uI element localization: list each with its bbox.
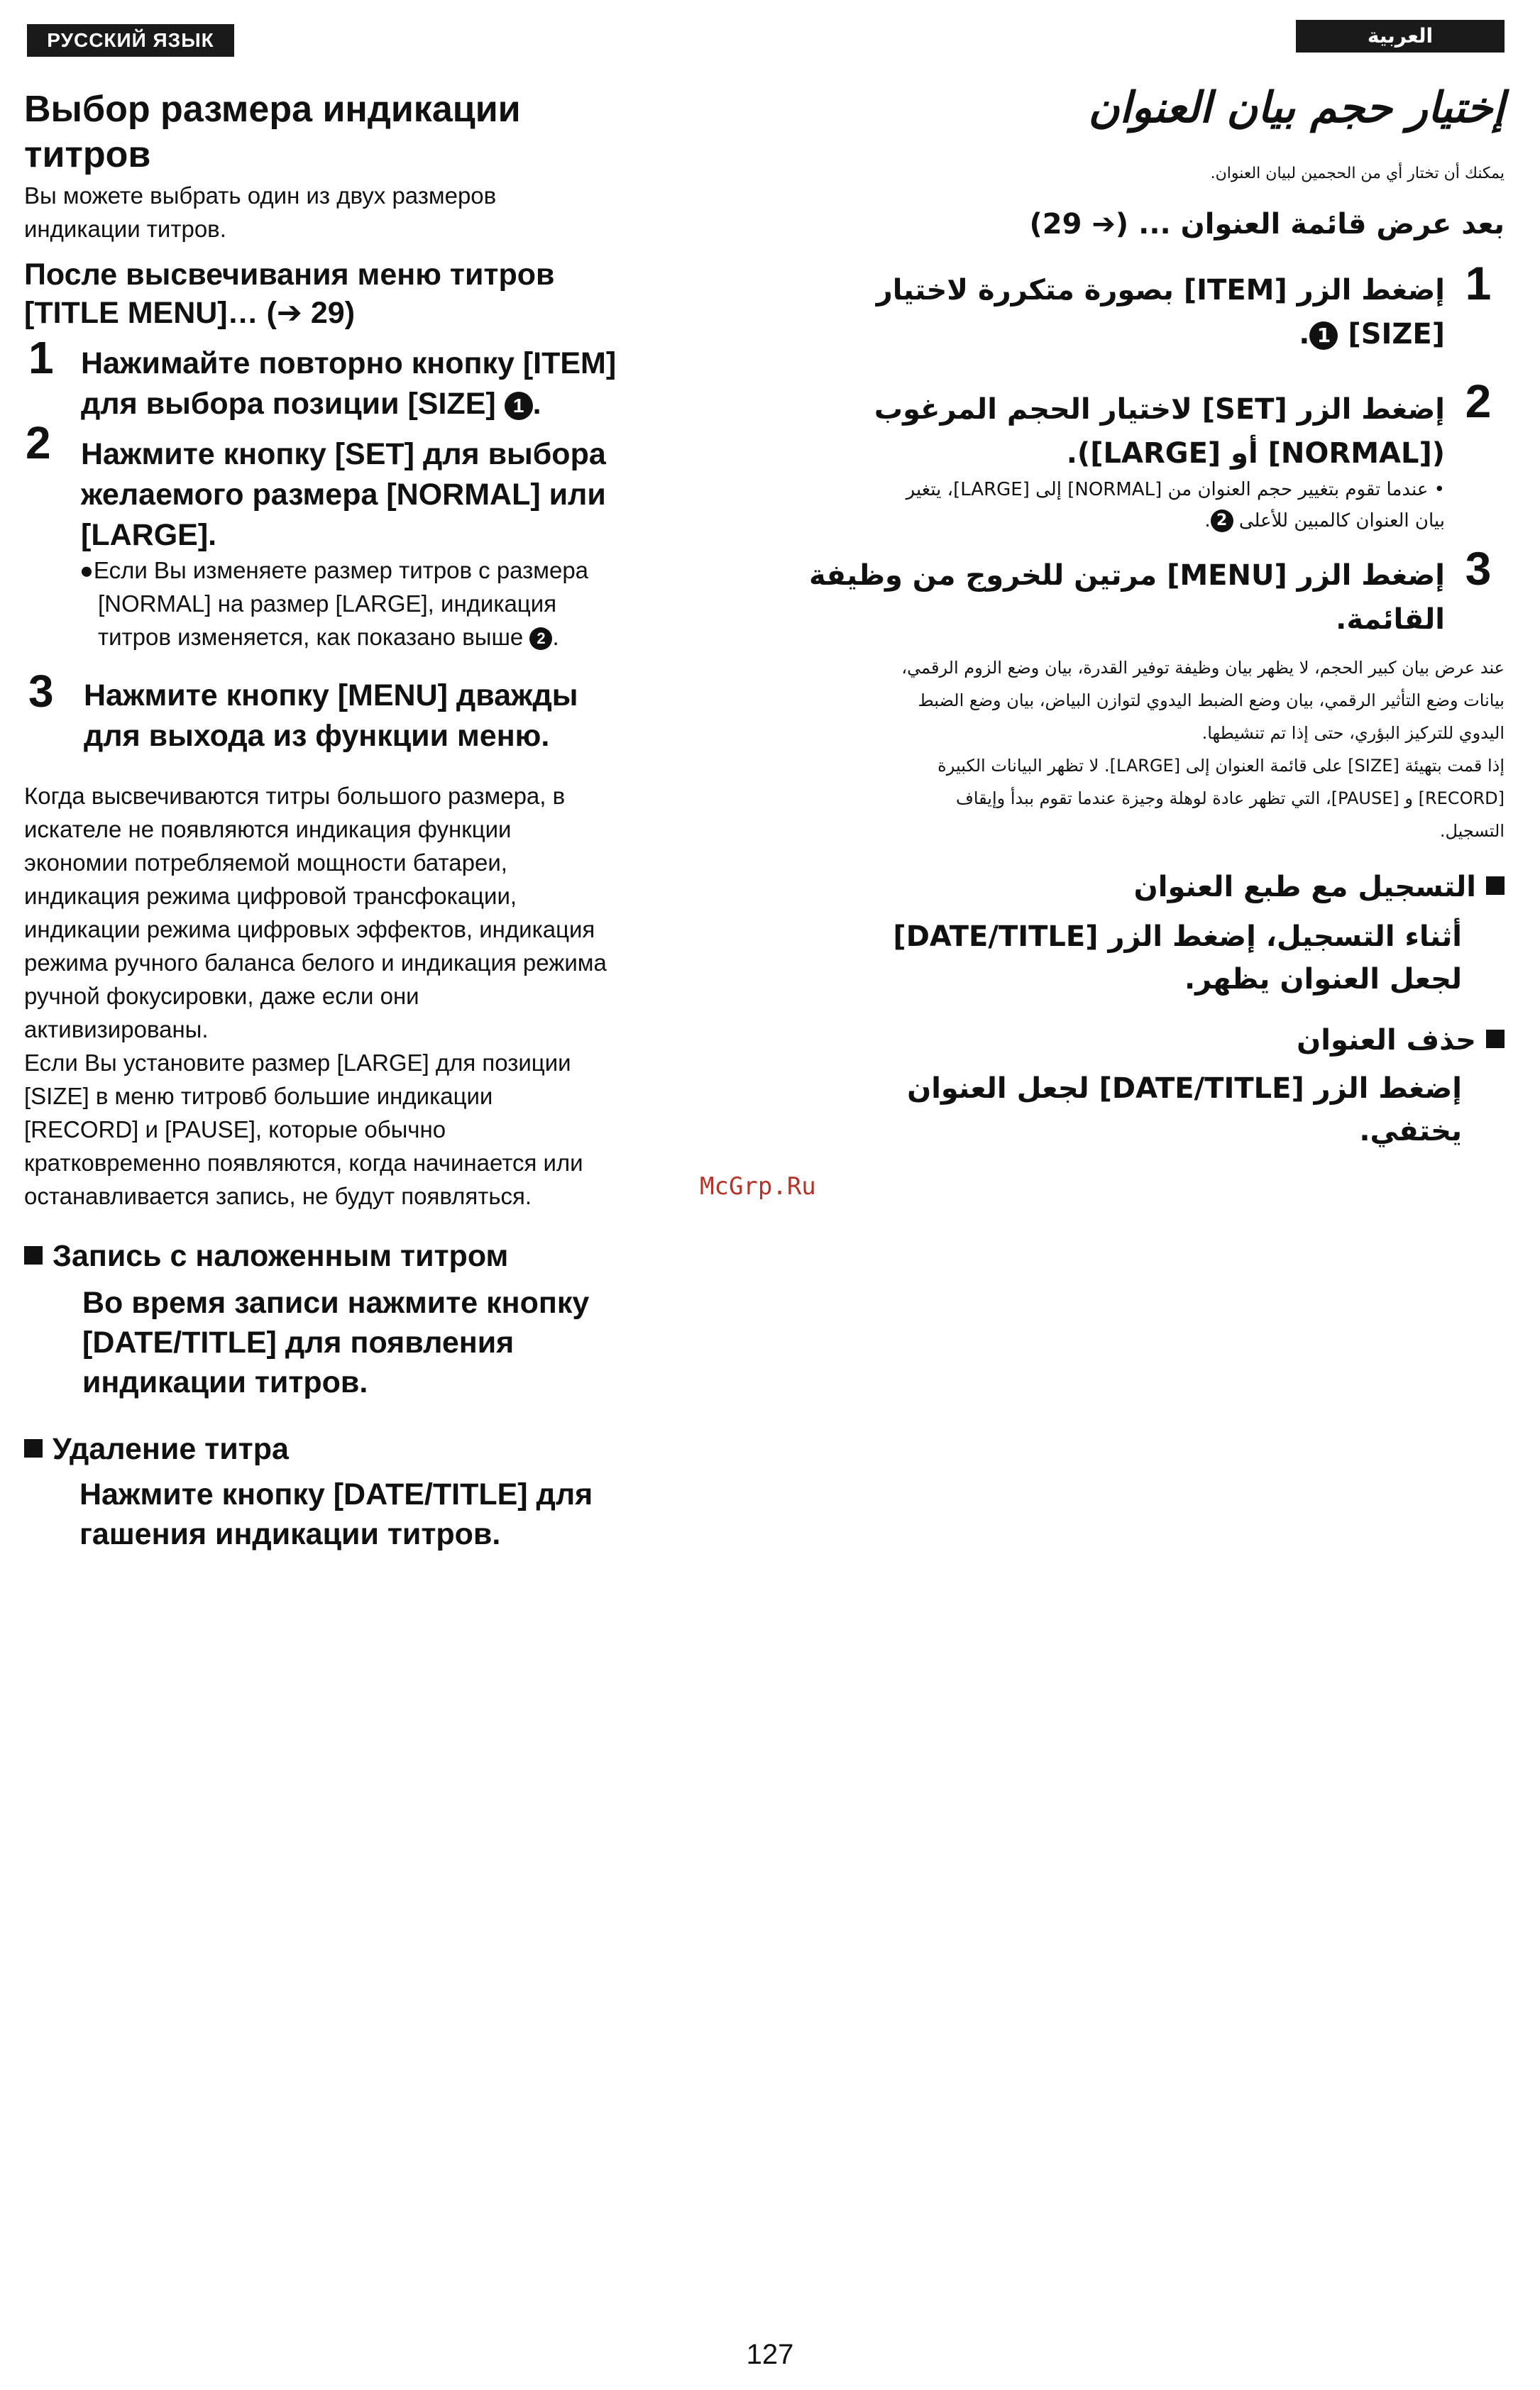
page-number: 127 [746, 2339, 794, 2370]
ar-step2-note: • عندما تقوم بتغيير حجم العنوان من [NORMAL] إلى [LARGE]، يتغير بيان العنوان كالمبين للأعلى 2. [781, 474, 1445, 536]
square-bullet-icon [1486, 1030, 1505, 1048]
ru-para-line: режима ручного баланса белого и индикация режима [24, 949, 607, 976]
ru-step2-line: [LARGE]. [81, 518, 217, 552]
ar-section-line: أثناء التسجيل، إضغط الزر [DATE/TITLE] [893, 920, 1462, 953]
ru-para-line: индикации режима цифровых эффектов, индикация [24, 916, 595, 942]
ru-section-delete-body [79, 1475, 704, 1554]
ru-section-heading: Запись с наложенным титром [53, 1239, 509, 1273]
ru-intro-line: индикации титров. [24, 216, 226, 242]
ar-section-delete-body [837, 1067, 1462, 1152]
ar-after-menu-heading: بعد عرض قائمة العنوان ... (➔ 29) [1029, 208, 1505, 241]
ar-section-heading: حذف العنوان [1297, 1024, 1476, 1057]
ru-step1-line: Нажимайте повторно кнопку [ITEM] [81, 346, 617, 380]
ru-para-line: кратковременно появляются, когда начинается или [24, 1150, 583, 1176]
ru-intro [24, 179, 705, 246]
ru-section-heading: Удаление титра [53, 1432, 289, 1466]
ru-section-delete-title [24, 1429, 705, 1469]
circled-number-icon: 1 [505, 392, 533, 420]
ru-step1-line: для выбора позиции [SIZE] [81, 387, 496, 421]
ar-para-line: [RECORD] و [PAUSE]، التي تظهر عادة لوهلة وجيزة عندما تقوم ببدأ وإيقاف [955, 788, 1505, 808]
circled-number-icon: 2 [1211, 510, 1233, 532]
ru-para-line: [SIZE] в меню титровб большие индикации [24, 1083, 493, 1109]
square-bullet-icon [24, 1246, 43, 1265]
ru-para-line: искателе не появляются индикация функции [24, 816, 512, 842]
ru-para-line: индикация режима цифровой трансфокации, [24, 883, 517, 909]
ar-step1-line: إضغط الزر [ITEM] بصورة متكررة لاختيار [876, 274, 1445, 307]
ru-section-line: [DATE/TITLE] для появления [82, 1326, 515, 1360]
ru-step2-text [81, 434, 705, 556]
ar-section-delete-title [837, 1019, 1505, 1062]
ar-section-record-body [837, 915, 1462, 1001]
ru-intro-line: Вы можете выбрать один из двух размеров [24, 182, 497, 209]
square-bullet-icon [24, 1439, 43, 1458]
ru-step2-number: 2 [26, 417, 51, 468]
ru-step3-line: Нажмите кнопку [MENU] дважды [84, 678, 578, 712]
ru-note-line: [NORMAL] на размер [LARGE], индикация [98, 590, 557, 617]
ru-after-line: [TITLE MENU]… (➔ 29) [24, 296, 356, 330]
circled-number-icon: 2 [529, 627, 552, 650]
square-bullet-icon [1486, 876, 1505, 895]
ar-step3-number: 3 [1465, 542, 1492, 595]
ru-para-line: экономии потребляемой мощности батареи, [24, 849, 507, 876]
watermark: McGrp.Ru [700, 1172, 816, 1201]
ru-para-line: ручной фокусировки, даже если они [24, 983, 419, 1009]
ar-step1-line: [SIZE] [1348, 318, 1445, 351]
ru-section-record-title [24, 1236, 705, 1276]
ar-section-heading: التسجيل مع طبع العنوان [1133, 871, 1476, 903]
ru-para-line: Если Вы установите размер [LARGE] для позиции [24, 1050, 571, 1076]
ru-section-record-body [82, 1283, 707, 1402]
ar-note-line: • عندما تقوم بتغيير حجم العنوان من [NORMAL] إلى [LARGE]، يتغير [906, 479, 1445, 500]
ru-section-line: Нажмите кнопку [DATE/TITLE] для [79, 1477, 593, 1511]
ar-section-record-title [837, 866, 1505, 908]
ar-step1-text: إضغط الزر [ITEM] بصورة متكررة لاختيار [SIZE] 1. [781, 268, 1445, 356]
ar-info-paragraph [781, 651, 1505, 847]
ru-para-line: активизированы. [24, 1016, 209, 1042]
ar-step3-line: القائمة. [1336, 603, 1445, 636]
ru-page-title [24, 87, 705, 177]
ru-section-line: гашения индикации титров. [79, 1517, 501, 1551]
ru-step2-note: ●Если Вы изменяете размер титров с размера [NORMAL] на размер [LARGE], индикация титров изменяется, как показано выше 2 . [79, 554, 704, 654]
ar-step2-text [781, 387, 1445, 475]
ar-step2-number: 2 [1465, 375, 1492, 427]
ru-step3-line: для выхода из функции меню. [84, 719, 550, 753]
ru-para-line: [RECORD] и [PAUSE], которые обычно [24, 1116, 446, 1142]
ru-step1-text: Нажимайте повторно кнопку [ITEM] для выбора позиции [SIZE] 1 . [81, 343, 705, 424]
ru-section-line: Во время записи нажмите кнопку [82, 1286, 590, 1320]
circled-number-icon: 1 [1309, 321, 1338, 350]
ru-step1-number: 1 [28, 332, 54, 383]
ar-page-title: إختيار حجم بيان العنوان [1088, 83, 1505, 133]
ar-step2-line: ([NORMAL] أو [LARGE]). [1066, 437, 1445, 470]
ru-after-menu-heading [24, 255, 705, 332]
ar-step3-line: إضغط الزر [MENU] مرتين للخروج من وظيفة [808, 559, 1445, 592]
ru-after-line: После высвечивания меню титров [24, 258, 555, 292]
ar-step2-line: إضغط الزر [SET] لاختيار الحجم المرغوب [874, 393, 1445, 426]
ar-step1-number: 1 [1465, 257, 1492, 309]
ru-step3-text [84, 676, 708, 756]
ar-section-line: لجعل العنوان يظهر. [1184, 963, 1462, 996]
language-tab-arabic: العربية [1296, 20, 1505, 53]
ru-section-line: индикации титров. [82, 1365, 368, 1399]
ar-para-line: التسجيل. [1439, 821, 1505, 841]
language-tab-russian: РУССКИЙ ЯЗЫК [27, 24, 234, 57]
ar-section-line: إضغط الزر [DATE/TITLE] لجعل العنوان [907, 1072, 1462, 1105]
ar-step3-text [781, 554, 1445, 641]
ru-para-line: останавливается запись, не будут появляться. [24, 1183, 532, 1209]
ru-para-line: Когда высвечиваются титры большого размера, в [24, 783, 566, 809]
ar-para-line: عند عرض بيان كبير الحجم، لا يظهر بيان وظيفة توفير القدرة، بيان وضع الزوم الرقمي، [901, 658, 1505, 678]
ar-intro: يمكنك أن تختار أي من الحجمين لبيان العنوان. [1210, 165, 1505, 182]
ru-step2-line: желаемого размера [NORMAL] или [81, 478, 606, 512]
ar-para-line: إذا قمت بتهيئة [SIZE] على قائمة العنوان إلى [LARGE]. لا تظهر البيانات الكبيرة [937, 756, 1505, 776]
ru-note-line: титров изменяется, как показано выше [98, 624, 524, 650]
ru-note-line: ●Если Вы изменяете размер титров с размера [79, 557, 589, 583]
ru-info-paragraph [24, 779, 705, 1213]
ru-title-line: Выбор размера индикации [24, 89, 521, 130]
ru-title-line: титров [24, 134, 151, 175]
ru-step2-line: Нажмите кнопку [SET] для выбора [81, 437, 606, 471]
ar-section-line: يختفي. [1359, 1115, 1462, 1147]
ar-note-line: بيان العنوان كالمبين للأعلى [1238, 510, 1445, 532]
ru-step3-number: 3 [28, 666, 54, 717]
ar-para-line: بيانات وضع التأثير الرقمي، بيان وضع الضبط اليدوي لتوازن البياض، بيان وضع الضبط [918, 690, 1505, 710]
ar-para-line: اليدوي للتركيز البؤري، حتى إذا تم تنشيطها. [1201, 723, 1505, 743]
